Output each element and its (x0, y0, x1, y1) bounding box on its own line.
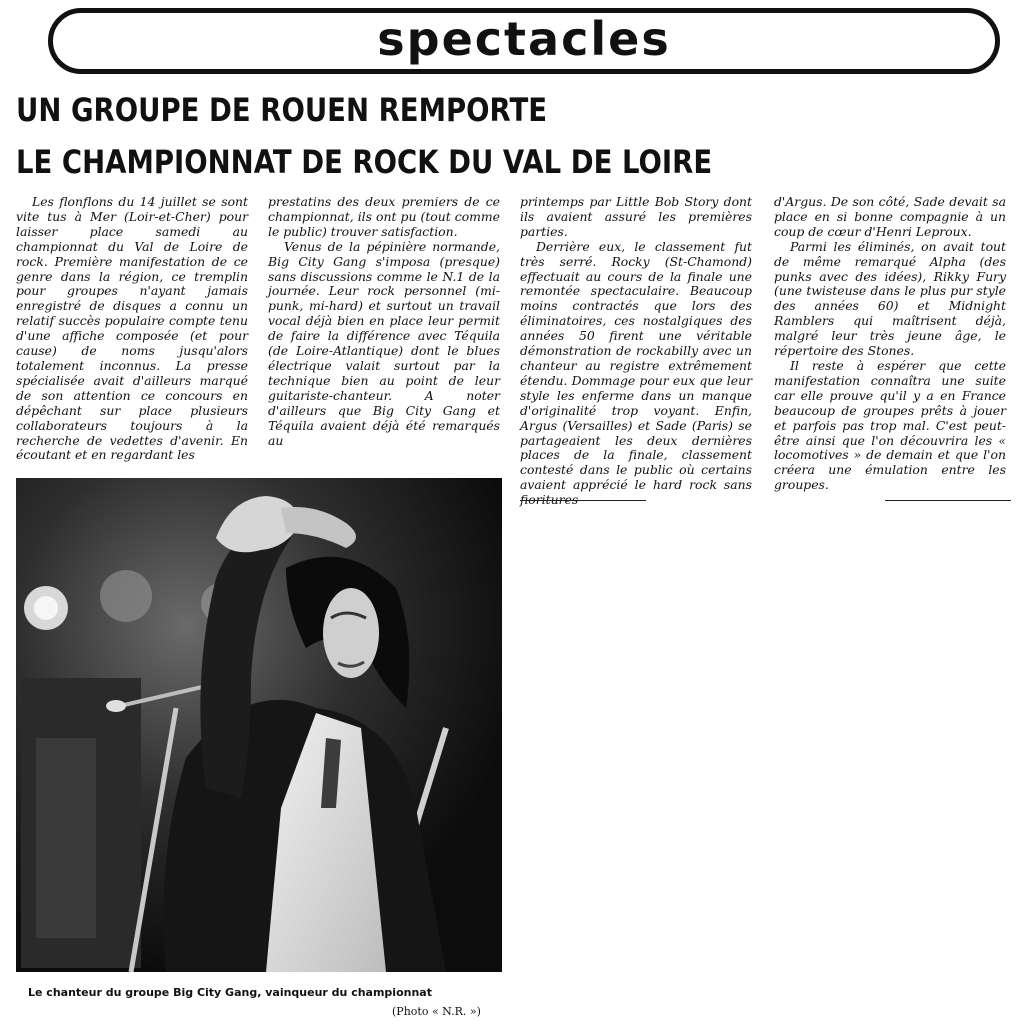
article-column-2 (268, 195, 500, 448)
photo-credit: (Photo « N.R. ») (392, 1005, 481, 1018)
photo-illustration (16, 478, 502, 972)
section-banner (48, 8, 1000, 74)
concert-photo (16, 478, 502, 972)
headline-line-2: LE CHAMPIONNAT DE ROCK DU VAL DE LOIRE (16, 143, 713, 181)
paragraph: Il reste à espérer que cette manifestation connaîtra une suite car elle prouve qu'il y a en France beaucoup de groupes prêts à jouer et parfois pas trop mal. C'est peut-être ainsi que l'on découvrira les « locomotives » de demain et que l'on créera une émulation entre les groupes. (774, 357, 1006, 493)
paragraph: d'Argus. De son côté, Sade devait sa place en si bonne compagnie à un coup de cœur d'Henri Leproux. (774, 194, 1006, 239)
paragraph: Les flonflons du 14 juillet se sont vite tus à Mer (Loir-et-Cher) pour laisser place samedi au championnat du Val de Loire de rock. Première manifestation de ce genre dans la région, ce tremplin pour groupes n'ayant jamais enregistré de disques a connu un relatif succès populaire compte tenu d'une affiche composée (et pour cause) de noms jusqu'alors totalement inconnus. La presse spécialisée avait d'ailleurs marqué de son attention ce concours en dépêchant sur place plusieurs collaborateurs toujours à la recherche de vedettes d'avenir. En écoutant et en regardant les (16, 194, 248, 463)
paragraph: prestatins des deux premiers de ce championnat, ils ont pu (tout comme le public) trouver satisfaction. (268, 194, 500, 239)
article-column-3 (520, 195, 752, 508)
section-title: spectacles (377, 12, 671, 66)
paragraph: Parmi les éliminés, on avait tout de même remarqué Alpha (des punks avec des idées), Rikky Fury (une twisteuse dans le plus pur style des années 60) et Midnight Ramblers qui maîtrisent déjà, malgré leur très jeune âge, le répertoire des Stones. (774, 238, 1006, 359)
paragraph: Derrière eux, le classement fut très serré. Rocky (St-Chamond) effectuait au cours de la finale une remontée spectaculaire. Beaucoup moins contractés que lors des éliminatoires, ces nostalgiques des années 50 firent une véritable démonstration de rockabilly avec un chanteur au registre extrêmement étendu. Dommage pour eux que leur style les enferme dans un manque d'originalité trop voyant. Enfin, Argus (Versailles) et Sade (Paris) se partageaient les deux dernières places de la finale, classement contesté dans le public où certains avaient apprécié le hard rock sans fioritures (520, 238, 752, 508)
paragraph: Venus de la pépinière normande, Big City Gang s'imposa (presque) sans discussions comme le N.1 de la journée. Leur rock personnel (mi-punk, mi-hard) et surtout un travail vocal déjà bien en place leur permit de faire la différence avec Téquila (de Loire-Atlantique) dont le blues électrique valait surtout par la technique bien au point de leur guitariste-chanteur. A noter d'ailleurs que Big City Gang et Téquila avaient déjà été remarqués au (268, 238, 500, 448)
column-end-rule (885, 500, 1011, 501)
column-end-rule (520, 500, 646, 501)
headline-line-1: UN GROUPE DE ROUEN REMPORTE (16, 91, 548, 129)
article-column-1 (16, 195, 248, 463)
photo-caption: Le chanteur du groupe Big City Gang, vainqueur du championnat (28, 986, 432, 999)
paragraph: printemps par Little Bob Story dont ils avaient assuré les premières parties. (520, 194, 752, 239)
article-column-4 (774, 195, 1006, 493)
